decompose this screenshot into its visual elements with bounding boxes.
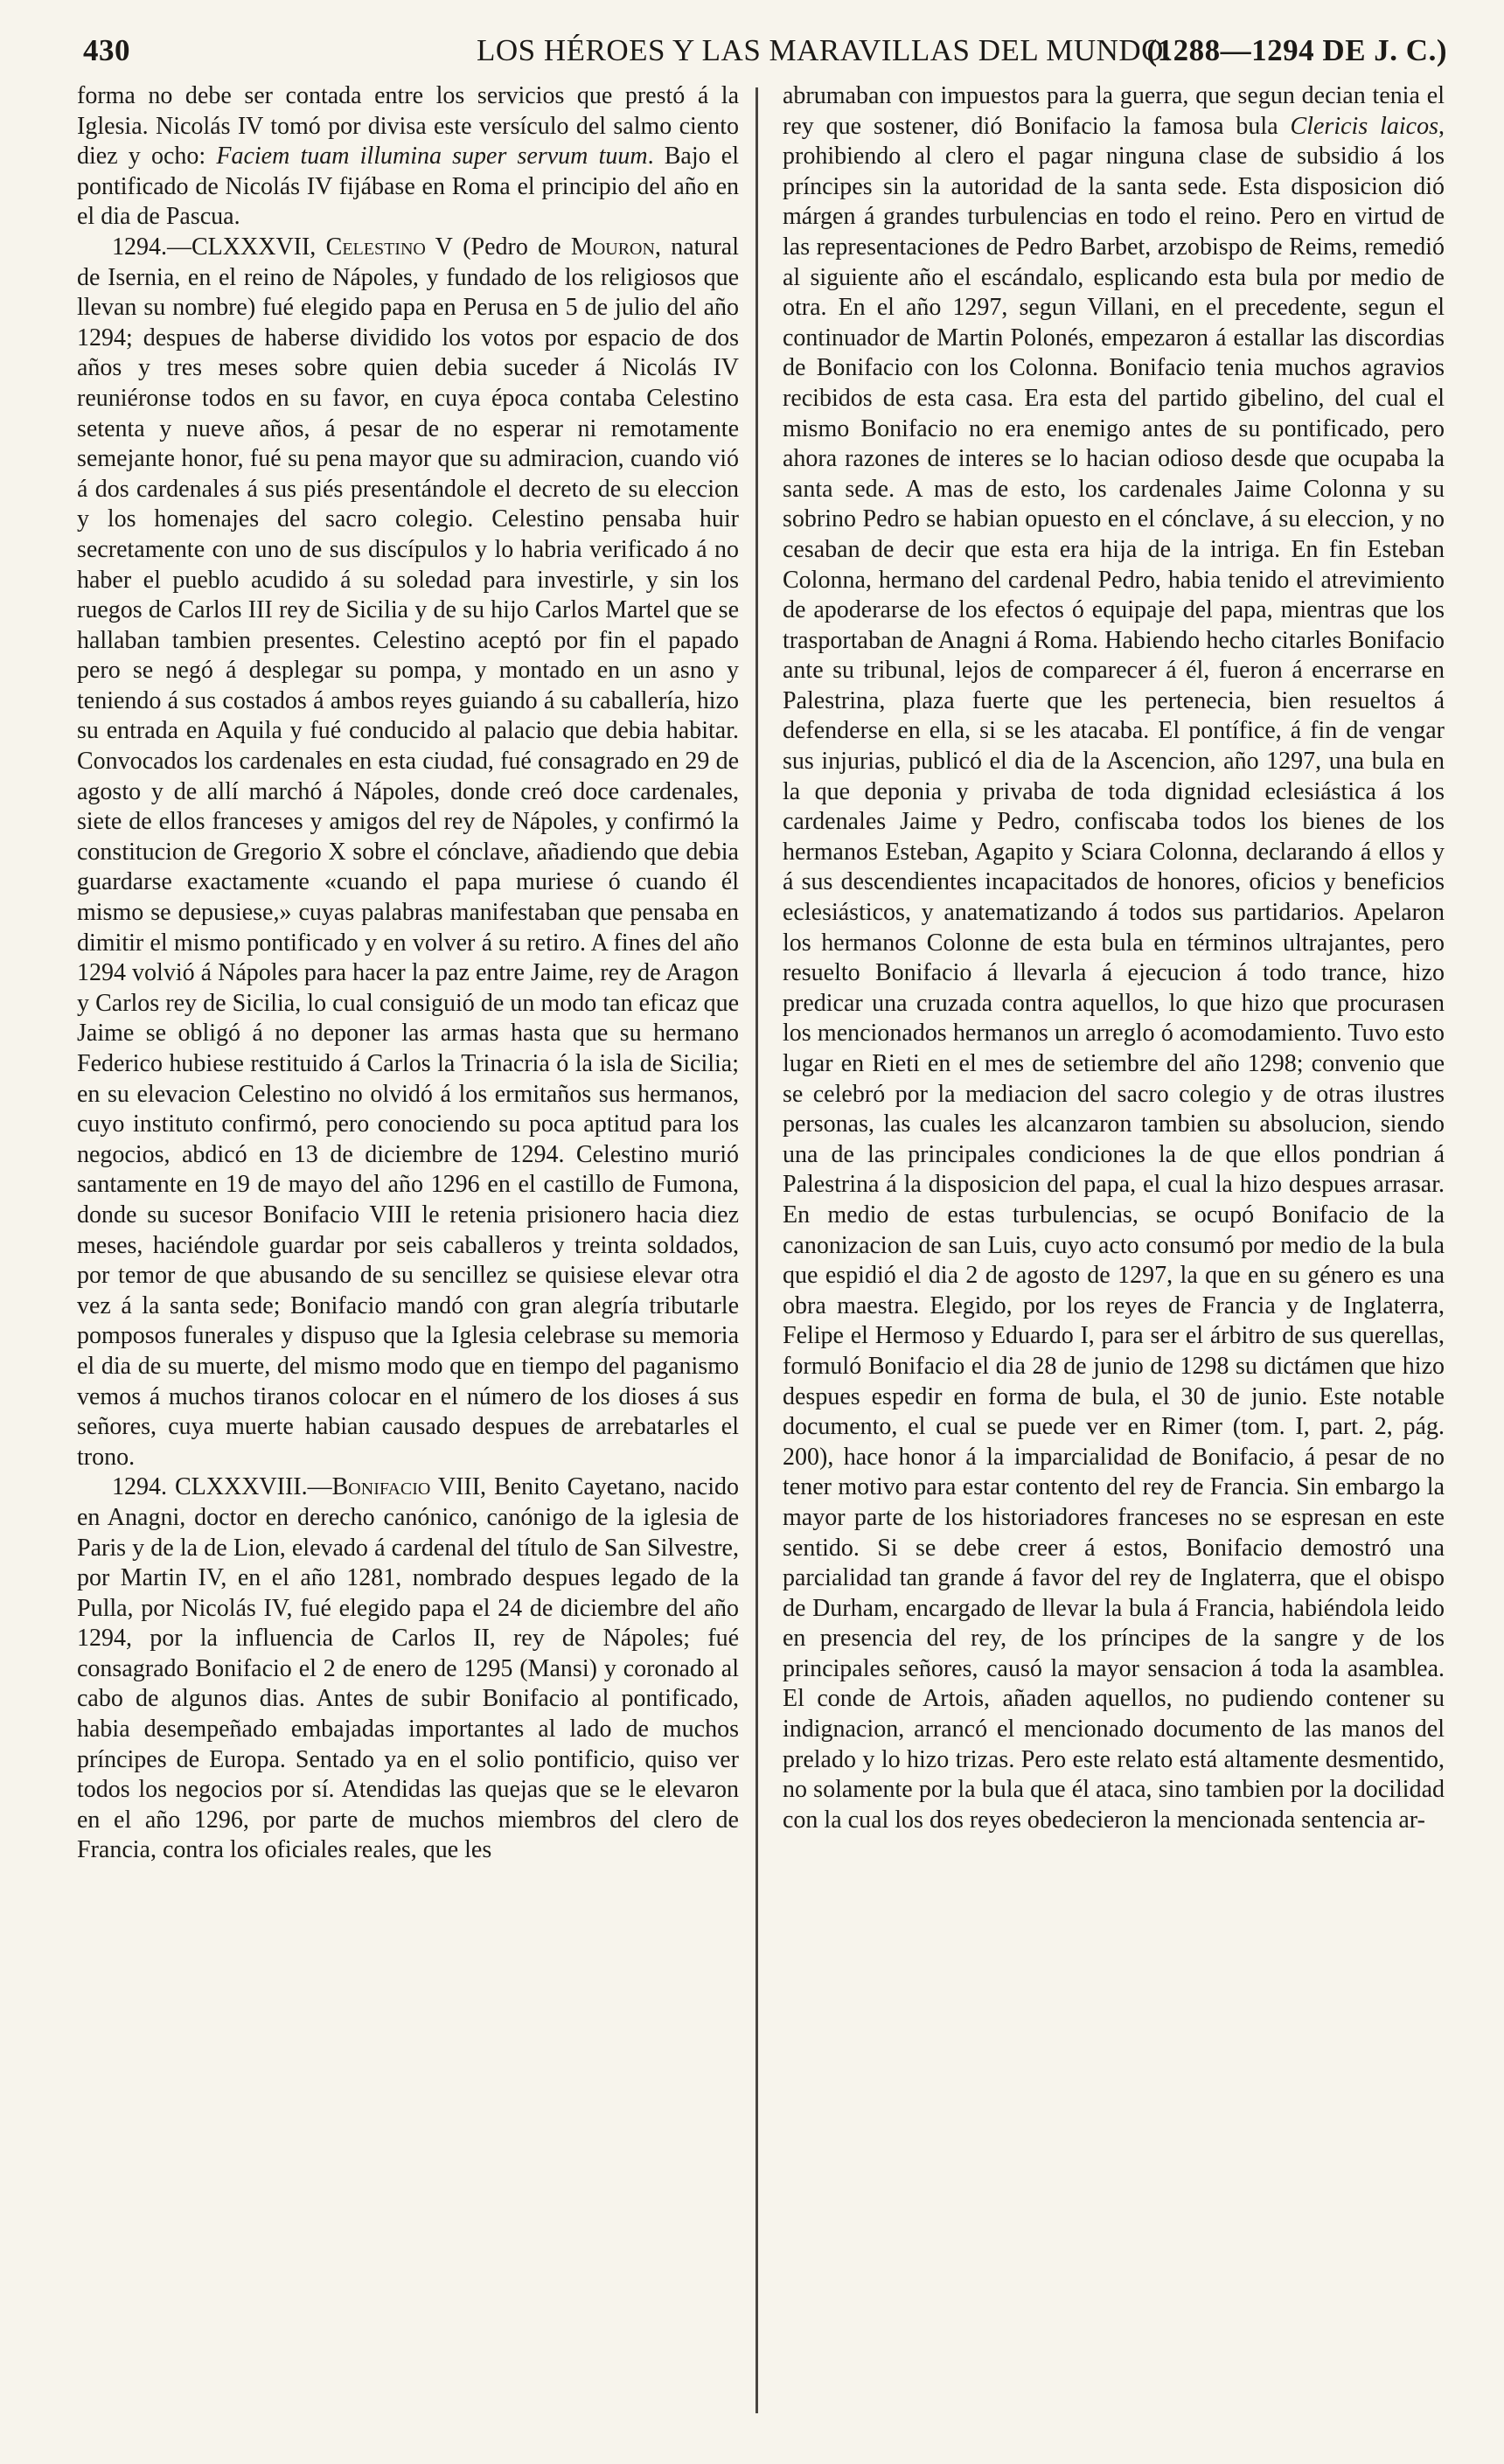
- paragraph-celestino-v: [77, 233, 739, 1472]
- column-divider: [755, 87, 758, 2413]
- left-column: [77, 81, 739, 2425]
- paragraph-nicolas-iv: forma no debe ser contada entre los servicios que prestó á la Iglesia. Nicolás IV tomó por divisa este versículo del salmo ciento diez y ocho: Faciem tuam illumina super servum tuum. Bajo el pontificado de Nicolás IV fijábase en Roma el principio del año en el dia de Pascua.: [77, 82, 739, 231]
- entry-text: , natural de Isernia, en el reino de Nápoles, y fundado de los religiosos que llevan su nombre) fué elegido papa en Perusa en 5 de julio del año 1294; despues de haberse dividido los votos por espacio de dos años y tres meses sobre quien debia suceder á Nicolás IV reuniéronse todos en su favor, en cuya época contaba Celestino setenta y nueve años, á pesar de no esperar ni remotamente semejante honor, fué su pena mayor que su admiracion, cuando vió á dos cardenales á sus piés presentándole el decreto de su eleccion y los homenajes del sacro colegio. Celestino pensaba huir secretamente con uno de sus discípulos y lo habria verificado á no haber el pueblo acudido á su soledad para investirle, y sin los ruegos de Carlos III rey de Sicilia y de su hijo Carlos Martel que se hallaban tambien presentes. Celestino aceptó por fin el papado pero se negó á desplegar su pompa, y montado en un asno y teniendo á sus costados á ambos reyes guiando á su caballería, hizo su entrada en Aquila y fué conducido al palacio que debia habitar. Convocados los cardenales en esta ciudad, fué consagrado en 29 de agosto y de allí marchó á Nápoles, donde creó doce cardenales, siete de ellos franceses y amigos del rey de Nápoles, y confirmó la constitucion de Gregorio X sobre el cónclave, añadiendo que debia guardarse exactamente «cuando el papa muriese ó cuando él mismo se depusiese,» cuyas palabras manifestaban que pensaba en dimitir el mismo pontificado y en volver á su retiro. A fines del año 1294 volvió á Nápoles para hacer la paz entre Jaime, rey de Aragon y Carlos rey de Sicilia, lo cual consiguió de un modo tan eficaz que Jaime se obligó á no deponer las armas hasta que su hermano Federico hubiese restituido á Carlos la Trinacria ó la isla de Sicilia; en su elevacion Celestino no olvidó á los ermitaños sus hermanos, cuyo instituto confirmó, pero conociendo su poca aptitud para los negocios, abdicó en 13 de diciembre de 1294. Celestino murió santamente en 19 de mayo del año 1296 en el castillo de Fumona, donde su sucesor Bonifacio VIII le retenia prisionero hacia diez meses, haciéndole guardar por seis caballeros y treinta soldados, por temor de que abusando de su sencillez se quisiese elevar otra vez á la santa sede; Bonifacio mandó con gran alegría tributarle pomposos funerales y dispuso que la Iglesia celebrase su memoria el dia de su muerte, del mismo modo que en tiempo del paganismo vemos á muchos tiranos colocar en el número de los dioses á sus señores, cuya muerte habian causado despues de arrebatarles el trono.: [77, 233, 739, 1471]
- pope-name: Celestino V: [325, 233, 453, 261]
- pope-name: Bonifacio VIII: [331, 1473, 481, 1501]
- pope-surname: Mouron: [570, 233, 655, 261]
- paragraph-bonifacio-viii: [77, 1472, 739, 1866]
- right-column: [783, 81, 1445, 2425]
- page-number: 430: [83, 33, 130, 67]
- entry-text: (Pedro de: [452, 233, 571, 261]
- page-header: [83, 33, 1447, 77]
- entry-text: , Benito Cayetano, nacido en Anagni, doctor en derecho canónico, canónigo de la iglesia de Paris y de la de Lion, elevado á cardenal del título de San Silvestre, por Martin IV, en el año 1281, nombrado despues legado de la Pulla, por Nicolás IV, fué elegido papa el 24 de diciembre del año 1294, por la influencia de Carlos II, rey de Nápoles; fué consagrado Bonifacio el 2 de enero de 1295 (Mansi) y coronado al cabo de algunos dias. Antes de subir Bonifacio al pontificado, habia desempeñado embajadas importantes al lado de muchos príncipes de Europa. Sentado ya en el solio pontificio, quiso ver todos los negocios por sí. Atendidas las quejas que se le elevaron en el año 1296, por parte de muchos miembros del clero de Francia, contra los oficiales reales, que les: [77, 1473, 739, 1864]
- entry-number: 1294. CLXXXVIII.—: [112, 1473, 332, 1501]
- entry-text: abrumaban con impuestos para la guerra, que segun decian tenia el rey que sostener, dió Bonifacio la famosa bula: [783, 82, 1445, 140]
- latin-quote: Faciem tuam illumina super servum tuum: [216, 143, 648, 171]
- date-range: (1288—1294 DE J. C.): [1146, 33, 1447, 67]
- paragraph-bonifacio-continued: [783, 81, 1445, 1835]
- bull-title: Clericis laicos: [1290, 112, 1438, 140]
- entry-text: , prohibiendo al clero el pagar ninguna clase de subsidio á los príncipes sin la autoridad de la santa sede. Esta disposicion dió márgen á grandes turbulencias en todo el reino. Pero en virtud de las representaciones de Pedro Barbet, arzobispo de Reims, remedió al siguiente año el escándalo, esplicando esta bula por medio de otra. En el año 1297, segun Villani, en el precedente, segun el continuador de Martin Polonés, empezaron á estallar las discordias de Bonifacio con los Colonna. Bonifacio tenia muchos agravios recibidos de esta casa. Era esta del partido gibelino, del cual el mismo Bonifacio no era enemigo antes de su pontificado, pero ahora razones de interes se lo hacian odioso desde que ocupaba la santa sede. A mas de esto, los cardenales Jaime Colonna y su sobrino Pedro se habian opuesto en el cónclave, á su eleccion, y no cesaban de decir que esta era hija de la intriga. En fin Esteban Colonna, hermano del cardenal Pedro, habia tenido el atrevimiento de apoderarse de los efectos ó equipaje del papa, mientras que los trasportaban de Anagni á Roma. Habiendo hecho citarles Bonifacio ante su tribunal, lejos de comparecer á él, fueron á encerrarse en Palestrina, plaza fuerte que les pertenecia, bien resueltos á defenderse en ella, si se les atacaba. El pontífice, á fin de vengar sus injurias, publicó el dia de la Ascencion, año 1297, una bula en la que deponia y privaba de toda dignidad eclesiástica á los cardenales Jaime y Pedro, confiscaba todos los bienes de los hermanos Esteban, Agapito y Sciara Colonna, declarando á ellos y á sus descendientes incapacitados de honores, oficios y beneficios eclesiásticos, y anatematizando á todos sus partidarios. Apelaron los hermanos Colonne de esta bula en términos ultrajantes, pero resuelto Bonifacio á llevarla á ejecucion á todo trance, hizo predicar una cruzada contra aquellos, lo que hizo que procurasen los mencionados hermanos un arreglo ó acomodamiento. Tuvo esto lugar en Rieti en el mes de setiembre del año 1298; convenio que se celebró por la mediacion del sacro colegio y de otras ilustres personas, las cuales les alcanzaron tambien su absolucion, siendo una de las principales condiciones la de que ellos pondrian á Palestrina á la disposicion del papa, el cual la hizo despues arrasar. En medio de estas turbulencias, se ocupó Bonifacio de la canonizacion de san Luis, cuyo acto consumó por medio de la bula que espidió el dia 2 de agosto de 1297, la que en su género es una obra maestra. Elegido, por los reyes de Francia y de Inglaterra, Felipe el Hermoso y Eduardo I, para ser el árbitro de sus querellas, formuló Bonifacio el dia 28 de junio de 1298 su dictámen que hizo despues espedir en forma de bula, el 30 de junio. Este notable documento, el cual se puede ver en Rimer (tom. I, part. 2, pág. 200), hace honor á la imparcialidad de Bonifacio, á pesar de no tener motivo para estar contento del rey de Francia. Sin embargo la mayor parte de los historiadores franceses no se espresan en este sentido. Si se debe creer á estos, Bonifacio demostró una parcialidad tan grande á favor del rey de Inglaterra, que el obispo de Durham, encargado de llevar la bula á Francia, habiéndola leido en presencia del rey, de los príncipes de la sangre y de los principales señores, causó la mayor sensacion á toda la asamblea. El conde de Artois, añaden aquellos, no pudiendo contener su indignacion, arrancó el mencionado documento de las manos del prelado y lo hizo trizas. Pero este relato está altamente desmentido, no solamente por la bula que él ataca, sino tambien por la docilidad con la cual los dos reyes obedecieron la mencionada sentencia ar-: [783, 112, 1445, 1834]
- entry-number: 1294.—CLXXXVII,: [112, 233, 326, 261]
- running-title: LOS HÉROES Y LAS MARAVILLAS DEL MUNDO.: [477, 33, 1173, 67]
